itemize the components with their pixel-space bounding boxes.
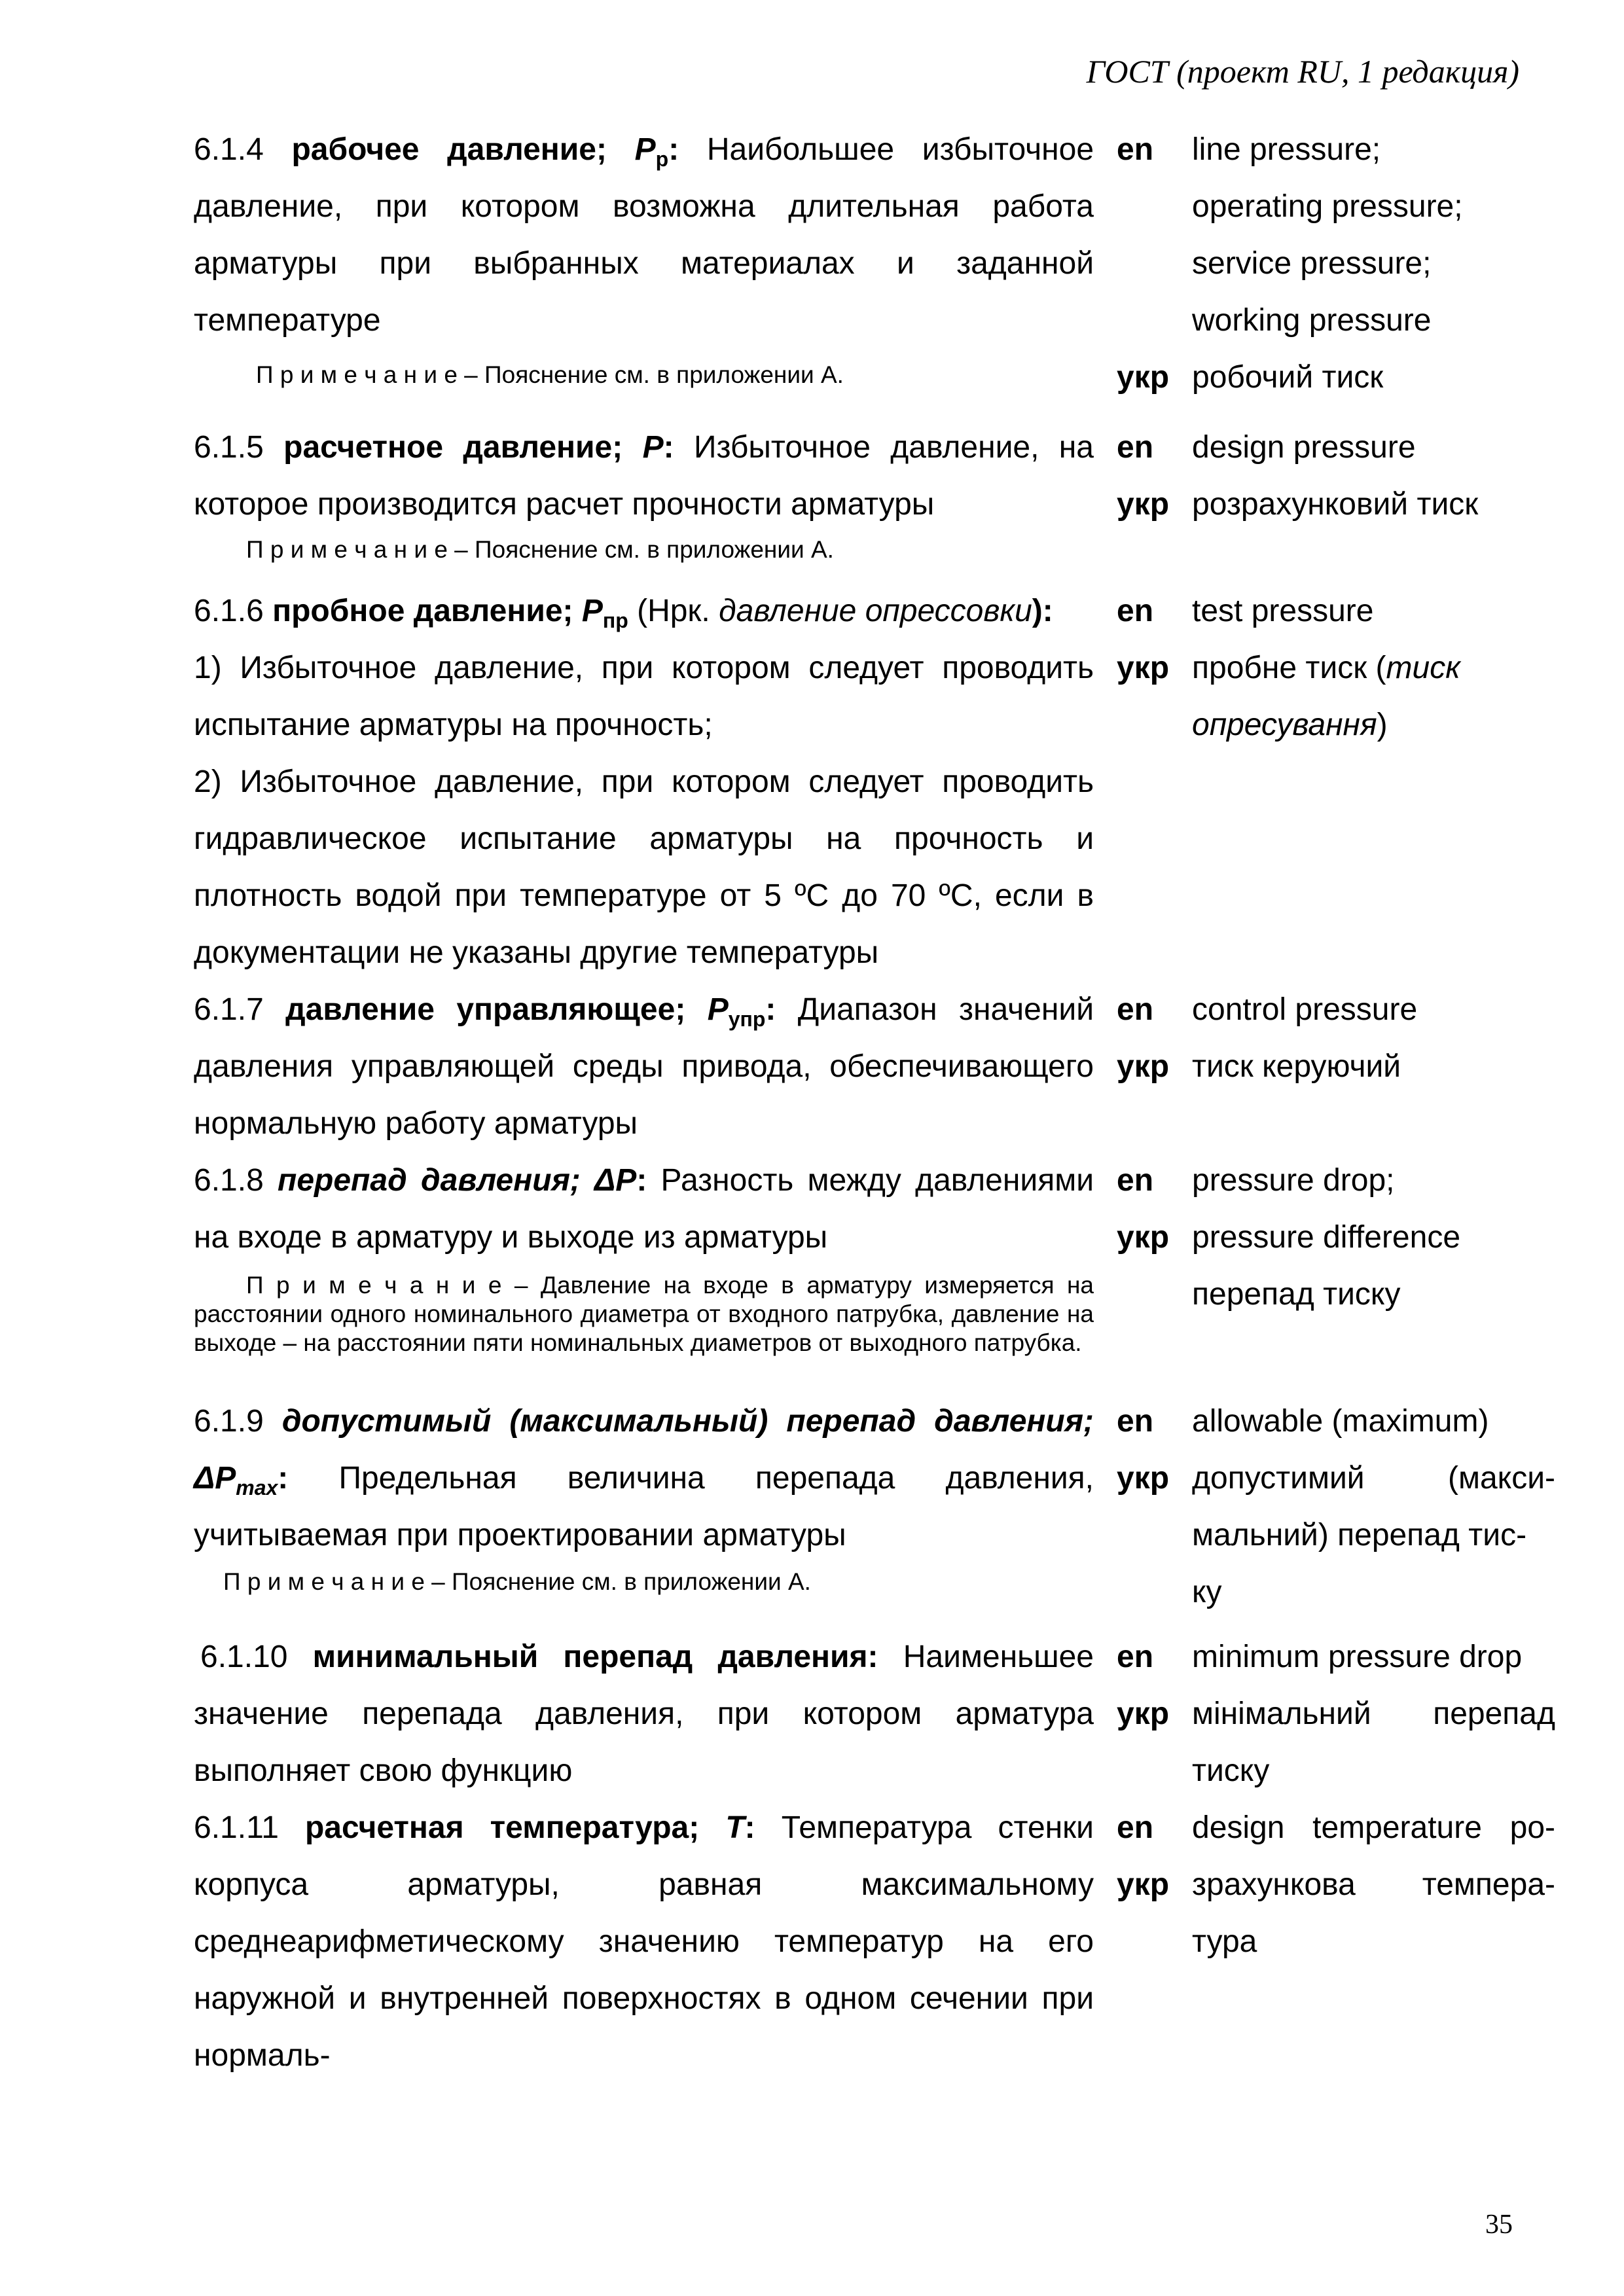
foreign-term: pressure difference <box>1192 1220 1461 1255</box>
lang-code: en <box>1117 132 1154 167</box>
entry-6-1-7 <box>194 981 1555 1152</box>
definition <box>194 419 1094 533</box>
definition <box>194 1799 1094 2084</box>
term-column <box>1192 583 1555 981</box>
lang-code: укр <box>1117 1867 1170 1902</box>
foreign-term: control pressure <box>1192 992 1418 1027</box>
note-text: Пояснение см. в приложении А. <box>477 361 844 388</box>
entry-colon: : <box>765 992 776 1027</box>
note-label: П р и м е ч а н и е – <box>256 361 478 388</box>
foreign-term: мальний) перепад тис- <box>1192 1518 1527 1552</box>
entry-symbol: P <box>634 132 656 167</box>
foreign-term: розрахунковий тиск <box>1192 487 1479 522</box>
lang-code: укр <box>1117 1049 1170 1084</box>
foreign-term: operating pressure; <box>1192 189 1463 224</box>
note-text: Пояснение см. в приложении А. <box>444 1568 811 1595</box>
foreign-term: опресування) <box>1192 708 1388 742</box>
entry-symbol-sub: р <box>655 147 669 171</box>
term-column <box>1192 1393 1555 1621</box>
entry-6-1-8 <box>194 1152 1555 1376</box>
foreign-term: line pressure; <box>1192 132 1381 167</box>
document-body <box>194 121 1555 2084</box>
lang-code: укр <box>1117 1696 1170 1731</box>
definition <box>194 1628 1094 1799</box>
lang-code: укр <box>1117 360 1170 395</box>
note-text: Давление на входе в арматуру измеряется на расстоянии одного номинального диаметра от входного патрубка, давление на выходе – на расстоянии пяти номинальных диаметров от выходного патрубка. <box>194 1272 1094 1356</box>
entry-6-1-5 <box>194 419 1555 583</box>
entry-symbol-sub: max <box>236 1476 278 1499</box>
entry-term: рабочее давление; <box>291 132 607 167</box>
foreign-term: minimum pressure drop <box>1192 1640 1523 1674</box>
entry-text: Наименьшее значение перепада давления, при котором арматура выполняет свою функцию <box>194 1640 1094 1788</box>
term-column <box>1192 981 1555 1152</box>
entry-number: 6.1.8 <box>194 1163 264 1198</box>
entry-term: давление управляющее; <box>285 992 686 1027</box>
entry-number: 6.1.10 <box>200 1640 288 1674</box>
lang-column <box>1094 1628 1192 1799</box>
entry-symbol-sub: пр <box>602 609 628 632</box>
entry-text-post: ): <box>1032 594 1053 628</box>
entry-text: Диапазон значений давления управляющей среды привода, обеспечивающего нормальную работу арматуры <box>194 992 1094 1141</box>
foreign-term: мінімальний перепад <box>1192 1696 1555 1731</box>
foreign-term: ку <box>1192 1575 1222 1609</box>
definition <box>194 1152 1094 1266</box>
lang-code: en <box>1117 1810 1154 1845</box>
entry-term: минимальный перепад давления: <box>312 1640 878 1674</box>
entry-text: Избыточное давление, на которое производится расчет прочности арматуры <box>194 430 1094 522</box>
entry-text: Температура стенки корпуса арматуры, равная максимальному среднеарифметическому значению температур на его наружной и внутренней поверхностях в одном сечении при нормаль- <box>194 1810 1094 2073</box>
lang-code: укр <box>1117 1461 1170 1496</box>
note-text: Пояснение см. в приложении А. <box>467 536 834 563</box>
note-label: П р и м е ч а н и е – <box>246 1272 528 1299</box>
note <box>194 1266 1094 1376</box>
entry-symbol: T <box>725 1810 745 1845</box>
term-column <box>1192 1799 1555 2084</box>
entry-symbol: P <box>642 430 664 465</box>
lang-column <box>1094 1393 1192 1621</box>
note <box>194 349 1094 406</box>
entry-text: Наибольшее избыточное давление, при котором возможна длительная работа арматуры при выбранных материалах и заданной температуре <box>194 132 1094 338</box>
entry-number: 6.1.5 <box>194 430 264 465</box>
term-column <box>1192 121 1555 349</box>
entry-colon: : <box>663 430 674 465</box>
foreign-term: test pressure <box>1192 594 1374 628</box>
entry-term: расчетное давление; <box>283 430 623 465</box>
note-label: П р и м е ч а н и е – <box>223 1568 445 1595</box>
entry-number: 6.1.11 <box>194 1810 279 1845</box>
foreign-term: тиску <box>1192 1753 1270 1788</box>
definition <box>194 121 1094 349</box>
lang-code: en <box>1117 430 1154 465</box>
entry-number: 6.1.9 <box>194 1404 264 1439</box>
foreign-term: тура <box>1192 1924 1257 1959</box>
foreign-term: перепад тиску <box>1192 1277 1401 1312</box>
entry-text: Разность между давлениями на входе в арматуру и выходе из арматуры <box>194 1163 1094 1255</box>
lang-code: en <box>1117 992 1154 1027</box>
note <box>194 1564 1094 1615</box>
foreign-term: допустимий (макси- <box>1192 1461 1555 1496</box>
entry-symbol: P <box>707 992 729 1027</box>
term-column <box>1192 1152 1555 1376</box>
entry-term: расчетная температура; <box>304 1810 700 1845</box>
page-header: ГОСТ (проект RU, 1 редакция) <box>1086 53 1519 90</box>
term-column <box>1192 1628 1555 1799</box>
foreign-term: робочий тиск <box>1192 360 1384 395</box>
foreign-term: design pressure <box>1192 430 1416 465</box>
definition <box>194 981 1094 1152</box>
entry-text-italic: давление опрессовки <box>719 594 1032 628</box>
term-column <box>1192 349 1555 406</box>
note <box>194 533 1094 583</box>
entry-6-1-11 <box>194 1799 1555 2084</box>
lang-code: укр <box>1117 1220 1170 1255</box>
lang-column <box>1094 583 1192 981</box>
entry-number: 6.1.6 <box>194 594 264 628</box>
entry-term: допустимый (максимальный) перепад давления; ΔP <box>194 1404 1094 1496</box>
lang-code: укр <box>1117 487 1170 522</box>
entry-6-1-10 <box>194 1628 1555 1799</box>
entry-term: пробное давление; <box>272 594 573 628</box>
entry-text: Предельная величина перепада давления, учитываемая при проектировании арматуры <box>194 1461 1094 1552</box>
entry-number: 6.1.4 <box>194 132 264 167</box>
page-number: 35 <box>1485 2210 1513 2240</box>
lang-code: en <box>1117 1404 1154 1439</box>
lang-column <box>1094 981 1192 1152</box>
lang-column <box>1094 121 1192 349</box>
definition <box>194 583 1094 639</box>
entry-6-1-4-note-row <box>194 349 1555 406</box>
foreign-term: пробне тиск (тиск <box>1192 651 1460 685</box>
lang-code: en <box>1117 1640 1154 1674</box>
entry-text-pre: (Нрк. <box>628 594 719 628</box>
entry-term: перепад давления; ΔP <box>278 1163 637 1198</box>
entry-colon: : <box>278 1461 289 1496</box>
entry-number: 6.1.7 <box>194 992 264 1027</box>
entry-colon: : <box>636 1163 647 1198</box>
lang-code: en <box>1117 594 1154 628</box>
entry-colon: : <box>744 1810 755 1845</box>
entry-6-1-6 <box>194 583 1555 981</box>
foreign-term: allowable (maximum) <box>1192 1404 1489 1439</box>
entry-symbol-sub: упр <box>728 1007 766 1031</box>
lang-column <box>1094 419 1192 583</box>
lang-code: en <box>1117 1163 1154 1198</box>
foreign-term: тиск керуючий <box>1192 1049 1401 1084</box>
foreign-term: service pressure; <box>1192 246 1432 281</box>
entry-6-1-9 <box>194 1393 1555 1621</box>
lang-code: укр <box>1117 651 1170 685</box>
lang-column <box>1094 1799 1192 2084</box>
lang-column <box>1094 349 1192 406</box>
foreign-term: working pressure <box>1192 303 1432 338</box>
entry-colon: : <box>668 132 679 167</box>
entry-6-1-4 <box>194 121 1555 349</box>
lang-column <box>1094 1152 1192 1376</box>
definition-item: 2) Избыточное давление, при котором следует проводить гидравлическое испытание арматуры на прочность и плотность водой при температуре от 5 ºС до 70 ºС, если в документации не указаны другие температуры <box>194 764 1094 970</box>
foreign-term: design temperature ро- <box>1192 1810 1555 1845</box>
note-label: П р и м е ч а н и е – <box>246 536 468 563</box>
foreign-term: pressure drop; <box>1192 1163 1395 1198</box>
foreign-term: зрахункова темпера- <box>1192 1867 1555 1902</box>
definition-item: 1) Избыточное давление, при котором следует проводить испытание арматуры на прочность; <box>194 651 1094 742</box>
definition <box>194 1393 1094 1564</box>
entry-symbol: P <box>581 594 603 628</box>
term-column <box>1192 419 1555 583</box>
